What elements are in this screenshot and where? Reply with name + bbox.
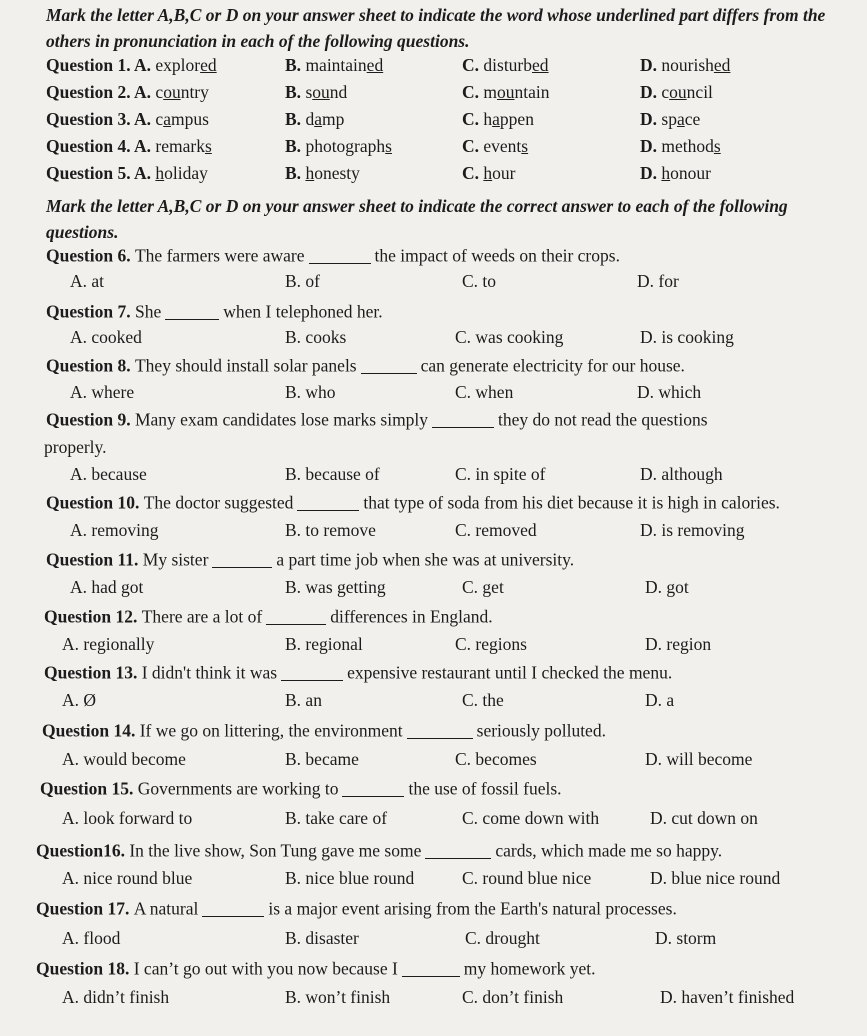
option-word-rest: oliday <box>164 163 208 183</box>
question-row <box>36 898 677 920</box>
question-text-after: expensive restaurant until I checked the menu. <box>347 662 673 683</box>
question-row <box>46 301 383 323</box>
answer-option: C. round blue nice <box>462 868 592 888</box>
answer-option: A. removing <box>70 520 159 540</box>
question-number: Question 8. <box>46 355 135 376</box>
answer-option: C. come down with <box>462 808 600 828</box>
option-word: photograph <box>305 136 386 156</box>
question-text-before: My sister <box>142 549 209 570</box>
answer-option: D. is cooking <box>640 327 734 347</box>
option-word-rest: ntry <box>180 82 209 102</box>
underlined-part: ed <box>366 55 384 75</box>
option-letter: A. <box>134 82 156 102</box>
answer-blank <box>212 549 272 568</box>
question-number: Question 5. <box>46 163 135 183</box>
answer-option: B. who <box>285 382 336 402</box>
question-number: Question 7. <box>46 301 135 322</box>
answer-option: A. at <box>70 271 105 291</box>
option-word-rest: nd <box>329 82 348 102</box>
question-number: Question 12. <box>44 606 142 627</box>
answer-blank <box>281 662 343 681</box>
option-letter: B. <box>285 55 306 75</box>
answer-option: B. to remove <box>285 520 376 540</box>
answer-option: A. flood <box>62 928 121 948</box>
option-letter: C. <box>462 163 484 183</box>
question-text-before: Governments are working to <box>137 778 339 799</box>
answer-option: C. the <box>462 690 504 710</box>
answer-option: A. where <box>70 382 135 402</box>
option-word-rest: ppen <box>499 109 534 129</box>
question-row <box>46 549 574 571</box>
option-word: explor <box>155 55 201 75</box>
option-word: sp <box>661 109 677 129</box>
question-text-after: the impact of weeds on their crops. <box>374 245 620 266</box>
underlined-part: s <box>385 136 392 156</box>
question-text-after: cards, which made me so happy. <box>495 840 723 861</box>
answer-blank <box>165 301 219 320</box>
answer-option: D. cut down on <box>650 808 758 828</box>
answer-option: D. is removing <box>640 520 745 540</box>
question-number: Question 1. <box>46 55 135 75</box>
answer-option: B. take care of <box>285 808 388 828</box>
question-row <box>42 720 606 742</box>
question-text-before: She <box>134 301 162 322</box>
answer-option: A. Ø <box>62 690 97 710</box>
option-word: c <box>155 82 164 102</box>
answer-option: C. was cooking <box>455 327 564 347</box>
answer-option: B. cooks <box>285 327 347 347</box>
question-row <box>46 492 780 514</box>
answer-option: D. will become <box>645 749 753 769</box>
question-text-before: There are a lot of <box>141 606 263 627</box>
question-row <box>46 409 708 431</box>
answer-option: D. which <box>637 382 702 402</box>
option-letter: C. <box>462 55 484 75</box>
underlined-part: s <box>204 136 212 156</box>
question-number: Question16. <box>36 840 130 861</box>
answer-option: A. cooked <box>70 327 142 347</box>
question-row <box>36 958 596 980</box>
underlined-part: ou <box>163 82 181 102</box>
answer-option <box>462 163 515 184</box>
answer-blank <box>266 606 326 625</box>
answer-option: D. haven’t finished <box>660 987 795 1007</box>
underlined-part: h <box>661 163 671 183</box>
question-text-after: when I telephoned her. <box>223 301 383 322</box>
question-text-before: A natural <box>133 898 199 919</box>
underlined-part: a <box>492 109 500 129</box>
question-text-before: Many exam candidates lose marks simply <box>134 409 429 430</box>
answer-option: C. when <box>455 382 514 402</box>
underlined-part: ou <box>669 82 687 102</box>
answer-option <box>285 136 392 157</box>
option-word-rest: ntain <box>514 82 550 102</box>
answer-option: D. storm <box>655 928 717 948</box>
question-text-before: In the live show, Son Tung gave me some <box>129 840 422 861</box>
option-word-rest: our <box>492 163 516 183</box>
underlined-part: a <box>676 109 685 129</box>
option-word-rest: mpus <box>170 109 209 129</box>
answer-option: B. became <box>285 749 359 769</box>
answer-option: D. although <box>640 464 723 484</box>
option-letter: C. <box>462 136 484 156</box>
answer-option: D. a <box>645 690 675 710</box>
answer-option: A. had got <box>70 577 144 597</box>
question-continuation: properly. <box>44 437 107 457</box>
option-word: method <box>661 136 714 156</box>
question-label <box>46 163 208 184</box>
question-number: Question 3. <box>46 109 135 129</box>
answer-option: A. because <box>70 464 147 484</box>
answer-option: D. got <box>645 577 689 597</box>
option-letter: A. <box>134 136 156 156</box>
answer-blank <box>407 720 473 739</box>
option-word: maintain <box>305 55 367 75</box>
question-text-after: my homework yet. <box>463 958 596 979</box>
answer-option: A. regionally <box>62 634 155 654</box>
option-letter: B. <box>285 109 306 129</box>
question-number: Question 6. <box>46 245 135 266</box>
question-text-before: If we go on littering, the environment <box>139 720 403 741</box>
answer-option: C. becomes <box>455 749 537 769</box>
question-text-after: that type of soda from his diet because it is high in calories. <box>363 492 780 513</box>
question-text-before: The farmers were aware <box>134 245 305 266</box>
option-letter: B. <box>285 82 306 102</box>
question-number: Question 17. <box>36 898 134 919</box>
option-letter: B. <box>285 163 306 183</box>
answer-option <box>640 163 711 184</box>
question-text-after: is a major event arising from the Earth's natural processes. <box>268 898 677 919</box>
question-number: Question 10. <box>46 492 144 513</box>
answer-option: C. to <box>462 271 497 291</box>
option-word-rest: onesty <box>314 163 360 183</box>
question-text-after: can generate electricity for our house. <box>420 355 685 376</box>
answer-option: B. regional <box>285 634 363 654</box>
answer-option <box>640 136 721 157</box>
question-row <box>44 606 493 628</box>
question-label <box>46 109 209 130</box>
answer-option: D. region <box>645 634 712 654</box>
question-text-after: they do not read the questions <box>498 409 708 430</box>
answer-option: C. regions <box>455 634 527 654</box>
option-word: remark <box>155 136 205 156</box>
question-text-after: the use of fossil fuels. <box>408 778 562 799</box>
answer-option: C. in spite of <box>455 464 546 484</box>
answer-option: B. because of <box>285 464 380 484</box>
answer-option: C. removed <box>455 520 537 540</box>
answer-option: B. of <box>285 271 320 291</box>
question-text-before: I didn't think it was <box>141 662 278 683</box>
question-text-after: seriously polluted. <box>476 720 606 741</box>
answer-option: A. would become <box>62 749 186 769</box>
answer-option <box>462 82 550 103</box>
question-number: Question 9. <box>46 409 135 430</box>
option-letter: A. <box>134 55 156 75</box>
answer-option: C. get <box>462 577 504 597</box>
option-letter: D. <box>640 163 662 183</box>
answer-option <box>640 82 713 103</box>
underlined-part: a <box>314 109 322 129</box>
option-word: c <box>155 109 164 129</box>
question-row <box>46 245 620 267</box>
option-word: c <box>661 82 670 102</box>
underlined-part: ou <box>312 82 330 102</box>
question-text-after: differences in England. <box>330 606 493 627</box>
answer-option: C. don’t finish <box>462 987 564 1007</box>
option-letter: D. <box>640 82 662 102</box>
underlined-part: ed <box>713 55 731 75</box>
answer-option: A. look forward to <box>62 808 193 828</box>
answer-option: C. drought <box>465 928 540 948</box>
question-label <box>46 136 212 157</box>
option-word-rest: ce <box>684 109 701 129</box>
option-letter: D. <box>640 55 662 75</box>
option-word: disturb <box>483 55 533 75</box>
answer-blank <box>361 355 417 374</box>
option-word: nourish <box>661 55 714 75</box>
answer-option <box>462 109 534 130</box>
option-word: h <box>483 109 493 129</box>
answer-option: B. nice blue round <box>285 868 415 888</box>
underlined-part: s <box>713 136 721 156</box>
option-word: m <box>483 82 498 102</box>
option-word: event <box>483 136 522 156</box>
answer-option: B. disaster <box>285 928 359 948</box>
answer-blank <box>309 245 371 264</box>
question-number: Question 11. <box>46 549 143 570</box>
answer-option <box>462 55 549 76</box>
instruction-pronunciation: Mark the letter A,B,C or D on your answer sheet to indicate the word whose underlined part differs from the others in pronunciation in each of the following questions. <box>46 5 826 51</box>
question-row <box>46 355 685 377</box>
answer-blank <box>402 958 460 977</box>
option-letter: C. <box>462 82 484 102</box>
answer-option: B. was getting <box>285 577 386 597</box>
answer-blank <box>202 898 264 917</box>
underlined-part: ed <box>200 55 217 75</box>
answer-option <box>640 109 700 130</box>
option-letter: A. <box>134 109 156 129</box>
answer-option <box>285 55 383 76</box>
option-word-rest: mp <box>321 109 345 129</box>
answer-option: A. didn’t finish <box>62 987 170 1007</box>
question-number: Question 4. <box>46 136 135 156</box>
answer-blank <box>425 840 491 859</box>
option-word: d <box>305 109 315 129</box>
option-letter: D. <box>640 136 662 156</box>
underlined-part: a <box>163 109 171 129</box>
answer-option: B. an <box>285 690 322 710</box>
answer-option: A. nice round blue <box>62 868 193 888</box>
option-word-rest: ncil <box>686 82 713 102</box>
answer-blank <box>342 778 404 797</box>
underlined-part: h <box>483 163 493 183</box>
underlined-part: s <box>521 136 529 156</box>
question-label <box>46 82 209 103</box>
answer-option <box>285 82 347 103</box>
question-number: Question 18. <box>36 958 134 979</box>
question-row <box>40 778 562 800</box>
option-letter: C. <box>462 109 484 129</box>
option-letter: A. <box>134 163 156 183</box>
question-text-before: I can’t go out with you now because I <box>133 958 398 979</box>
answer-option <box>285 163 360 184</box>
question-row <box>44 662 672 684</box>
question-text-after: a part time job when she was at university. <box>276 549 575 570</box>
question-number: Question 2. <box>46 82 135 102</box>
instruction-correct-answer: Mark the letter A,B,C or D on your answer sheet to indicate the correct answer to each of the following questions. <box>46 196 788 242</box>
answer-option <box>640 55 730 76</box>
underlined-part: ou <box>497 82 515 102</box>
question-label <box>46 55 217 76</box>
answer-option: B. won’t finish <box>285 987 391 1007</box>
underlined-part: ed <box>532 55 549 75</box>
underlined-part: h <box>155 163 165 183</box>
answer-option: D. for <box>637 271 679 291</box>
answer-option <box>462 136 528 157</box>
answer-blank <box>432 409 494 428</box>
option-word: s <box>305 82 313 102</box>
underlined-part: h <box>305 163 315 183</box>
question-row <box>36 840 722 862</box>
question-text-before: The doctor suggested <box>143 492 294 513</box>
answer-blank <box>297 492 359 511</box>
option-letter: D. <box>640 109 662 129</box>
answer-option <box>285 109 344 130</box>
option-letter: B. <box>285 136 306 156</box>
question-number: Question 15. <box>40 778 138 799</box>
answer-option: D. blue nice round <box>650 868 781 888</box>
question-text-before: They should install solar panels <box>134 355 357 376</box>
question-number: Question 14. <box>42 720 140 741</box>
option-word-rest: onour <box>670 163 711 183</box>
question-number: Question 13. <box>44 662 142 683</box>
